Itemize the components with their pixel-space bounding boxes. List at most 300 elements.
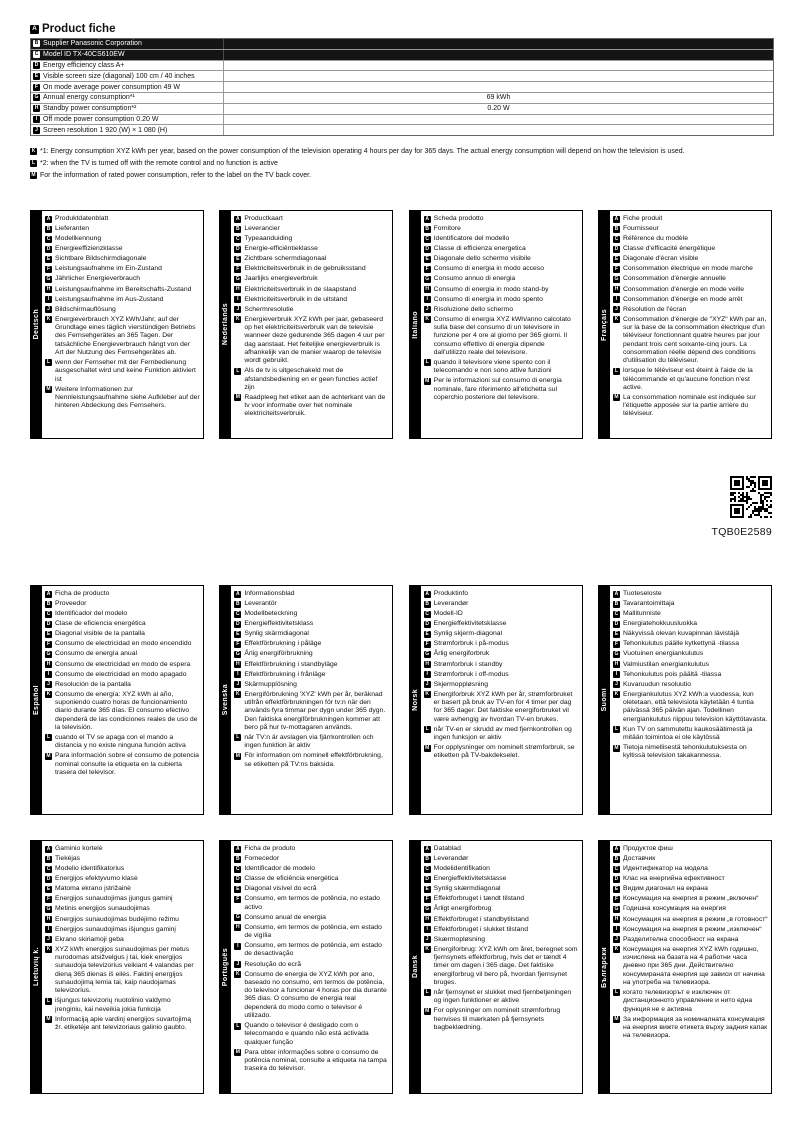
language-item-text: Консумация на енергия в режим „в готовност“	[622, 915, 768, 923]
language-item-text: Energie-efficiëntieklasse	[244, 245, 318, 253]
letter-icon-i: I	[234, 943, 241, 950]
language-item	[613, 1016, 768, 1041]
letter-icon-j: J	[424, 306, 431, 313]
language-item-text: når fjernsynet er slukket med fjernbetjeningen og ingen funktioner er aktive	[433, 988, 572, 1005]
language-label-text: Português	[222, 947, 230, 987]
fiche-row-value: 0.20 W	[223, 104, 773, 114]
letter-icon-k: K	[46, 316, 51, 323]
language-item-text: Consumo, em termos de potência, em estado de desactivação	[244, 942, 382, 958]
language-item-text: Näkyvissä olevan kuvapinnan lävistäjä	[622, 630, 739, 638]
language-item	[45, 855, 200, 863]
language-item-text: Proveedor	[55, 600, 87, 608]
letter-icon-f: F	[425, 265, 429, 272]
language-item	[45, 275, 200, 283]
language-item	[613, 661, 768, 669]
language-item-text: Energijos sunaudojimas įjungus gaminį	[55, 895, 173, 903]
language-label	[31, 841, 42, 1093]
language-item-text: Weitere Informationen zur Nennleistungsaufnahme siehe Aufkleber auf der hinteren Abdeckung des Fernsehers.	[55, 385, 200, 410]
language-item-text: Strømforbruk i off-modus	[433, 670, 509, 678]
language-item	[613, 265, 768, 273]
language-item-text: Energieeffizienzklasse	[55, 245, 123, 253]
language-item	[613, 936, 768, 944]
letter-icon-h: H	[46, 916, 51, 923]
language-item-text: Ficha de producto	[55, 590, 110, 597]
letter-icon-j: J	[45, 681, 52, 688]
language-item-text: Diagonal visível do ecrã	[244, 885, 317, 893]
letter-icon-c: C	[46, 235, 51, 242]
language-block	[409, 585, 583, 815]
letter-icon-k: K	[31, 148, 36, 154]
footnote	[30, 159, 772, 168]
fiche-row-label	[31, 93, 223, 103]
language-item	[45, 1016, 200, 1033]
language-item	[45, 905, 200, 913]
language-blocks-row-2	[30, 585, 772, 815]
language-item-text: Effektförbrukning i påläge	[244, 640, 322, 648]
language-item-text: Leverancier	[244, 225, 280, 233]
letter-icon-f: F	[425, 640, 429, 647]
letter-icon-e: E	[425, 255, 429, 262]
letter-icon-k: K	[425, 946, 429, 953]
language-item-text: Tavarantoimittaja	[622, 600, 675, 608]
letter-icon-g: G	[46, 275, 51, 282]
language-label-text: Español	[33, 684, 40, 716]
language-item-text: når TV-en er skrudd av med fjernkontrollen og ingen funksjon er aktiv	[433, 725, 572, 741]
language-item	[613, 650, 768, 658]
language-item-text: Elektriciteitsverbruik in de gebruiksstand	[244, 265, 366, 273]
language-item-text: Scheda prodotto	[433, 215, 484, 222]
language-item	[234, 296, 389, 304]
language-item	[234, 942, 389, 959]
language-item-text: La consommation nominale est indiquée sur l'étiquette apposée sur la partie arrière du téléviseur.	[622, 393, 756, 418]
footnote-text: *2: when the TV is turned off with the remote control and no function is active	[40, 159, 278, 167]
letter-icon-a: A	[425, 845, 429, 852]
language-item	[613, 926, 768, 934]
letter-icon-g: G	[34, 94, 39, 101]
language-item-text: Modellbeteckning	[244, 610, 298, 618]
language-item	[613, 744, 768, 761]
letter-icon-b: B	[46, 600, 51, 607]
language-item	[424, 865, 579, 873]
fiche-row-label-text: Off mode power consumption 0.20 W	[43, 115, 159, 123]
language-item	[45, 630, 200, 638]
letter-icon-k: K	[614, 691, 619, 698]
language-item	[45, 734, 200, 751]
language-item-text: Tietoja nimellisestä tehonkulutuksesta on kyltissä television takakannessa.	[622, 744, 747, 760]
letter-icon-m: M	[235, 394, 240, 401]
language-label-text: Nederlands	[222, 303, 230, 346]
language-item-text: Elektriciteitsverbruik in de uitstand	[244, 295, 348, 303]
language-label-text: Български	[600, 946, 608, 988]
letter-icon-d: D	[46, 620, 51, 627]
letter-icon-i: I	[234, 296, 241, 303]
letter-icon-e: E	[46, 630, 51, 637]
letter-icon-h: H	[46, 661, 51, 668]
language-item-text: Energiforbruk XYZ kWh per år, strømforbruket er basert på bruk av TV-en for 4 timer per dag for 365 dager. Det faktiske energiforbruket vil være avhengig av hvordan TV-en brukes.	[433, 690, 573, 723]
language-item	[234, 316, 389, 366]
qr-code	[730, 476, 772, 518]
language-item-text: Consommation électrique en mode marche	[622, 265, 753, 273]
language-item-text: lorsque le téléviseur est éteint à l'aide de la télécommande et qu'aucune fonction n'est active.	[622, 367, 753, 391]
fiche-row-label	[31, 39, 223, 49]
language-item	[424, 316, 579, 357]
letter-icon-l: L	[236, 1022, 240, 1029]
letter-icon-i: I	[234, 671, 241, 678]
language-item	[424, 630, 579, 638]
language-item-text: Elektriciteitsverbruik in de slaapstand	[244, 285, 357, 293]
language-item-text: Jährlicher Energieverbrauch	[55, 275, 141, 283]
fiche-table-row	[31, 125, 773, 135]
language-items	[610, 586, 771, 814]
language-item-text: Clase de eficiencia energética	[55, 620, 146, 628]
language-item-text: Als de tv is uitgeschakeld met de afstandsbediening en er geen functies actief zijn	[244, 367, 378, 391]
language-item-text: Para obter informações sobre o consumo de potência nominal, consulte a etiqueta na tampa traseira do televisor.	[244, 1048, 387, 1073]
language-item	[45, 265, 200, 273]
letter-icon-a: A	[614, 590, 619, 597]
letter-icon-h: H	[46, 286, 51, 293]
fiche-table-row	[31, 104, 773, 115]
language-item	[234, 895, 389, 912]
language-item-text: Modell-ID	[433, 610, 463, 618]
page-title	[30, 23, 115, 35]
language-item	[424, 946, 579, 987]
letter-icon-h: H	[236, 924, 240, 931]
letter-icon-a: A	[30, 25, 39, 34]
letter-icon-c: C	[425, 865, 429, 872]
letter-icon-g: G	[425, 905, 430, 912]
language-item	[424, 691, 579, 724]
language-item	[234, 650, 389, 658]
language-item-text: Energieffektivitetsklass	[244, 620, 314, 628]
language-item	[234, 961, 389, 969]
fiche-row-label	[31, 61, 223, 71]
letter-icon-b: B	[46, 225, 51, 232]
letter-icon-k: K	[425, 691, 429, 698]
language-item-text: Fornitore	[433, 225, 461, 233]
language-item	[424, 726, 579, 743]
fiche-row-value	[223, 39, 773, 49]
language-item-text: Synlig skärmdiagonal	[244, 630, 309, 638]
language-item-text: Modellkennung	[55, 235, 102, 243]
letter-icon-m: M	[425, 744, 430, 751]
language-item-text: Ficha de produto	[244, 845, 296, 852]
language-item	[234, 225, 389, 233]
letter-icon-f: F	[236, 895, 240, 902]
letter-icon-l: L	[614, 989, 619, 996]
language-item	[45, 296, 200, 304]
language-item	[613, 620, 768, 628]
language-item-text: Консумация на енергия XYZ kWh годишно, изчислена на базата на 4 работни часа дневно при 365 дни. Действително консумираната енергия ще зависи от начина на употреба на телевизора.	[622, 945, 765, 986]
language-item	[613, 394, 768, 419]
language-item-text: Bildschirmauflösung	[55, 305, 116, 313]
language-item-text: Modelio identifikatorius	[55, 865, 125, 873]
language-item-text: Metinis energijos sunaudojimas	[55, 905, 150, 913]
letter-icon-a: A	[614, 845, 619, 852]
letter-icon-i: I	[613, 926, 620, 933]
language-item	[234, 875, 389, 883]
letter-icon-l: L	[614, 726, 619, 733]
language-items	[610, 211, 771, 438]
letter-icon-e: E	[236, 255, 240, 262]
fiche-table-row	[31, 61, 773, 72]
language-items	[42, 211, 203, 438]
language-item-text: Leverantör	[244, 600, 277, 608]
fiche-table-row	[31, 39, 773, 50]
letter-icon-a: A	[236, 845, 240, 852]
fiche-row-label-text: Annual energy consumption*¹	[43, 94, 135, 102]
fiche-row-label-text: Supplier Panasonic Corporation	[43, 40, 142, 48]
language-item	[45, 885, 200, 893]
language-item-text: Energijos sunaudojimas išjungus gaminį	[55, 925, 176, 933]
language-item	[45, 235, 200, 243]
language-item-text: Продуктов фиш	[622, 845, 673, 852]
language-item	[613, 895, 768, 903]
language-item-text: Consumo de electricidad en modo apagado	[55, 670, 187, 678]
footnote	[30, 147, 772, 156]
letter-icon-h: H	[425, 661, 429, 668]
footnote-text: *1: Energy consumption XYZ kWh per year, based on the power consumption of the television operating 4 hours per day for 365 days. The actual energy consumption will depend on how the television is used.	[40, 148, 685, 155]
letter-icon-f: F	[425, 895, 429, 902]
language-item-text: Kuvaruudun resoluutio	[622, 680, 691, 688]
language-item	[234, 671, 389, 679]
language-item-text: Leistungsaufnahme im Aus-Zustand	[55, 295, 164, 303]
language-item-text: Classe d'efficacité énergétique	[622, 245, 716, 253]
letter-icon-m: M	[614, 394, 619, 401]
language-item-text: Strømforbruk i standby	[433, 660, 503, 668]
letter-icon-j: J	[424, 936, 431, 943]
letter-icon-l: L	[425, 726, 429, 733]
language-item-text: Lieferanten	[55, 225, 90, 233]
language-item	[45, 936, 200, 944]
language-item-text: Årlig energiförbrukning	[244, 650, 313, 658]
language-item	[45, 245, 200, 253]
language-item-text: Tuoteseloste	[622, 590, 662, 597]
language-label-text: Norsk	[411, 689, 419, 711]
letter-icon-l: L	[46, 734, 51, 741]
language-item	[45, 875, 200, 883]
language-item	[234, 630, 389, 638]
language-item-text: Consommation d'énergie en mode arrêt	[622, 295, 743, 303]
language-item	[45, 359, 200, 384]
letter-icon-m: M	[614, 1016, 619, 1023]
language-item	[234, 924, 389, 941]
language-item-text: Identificador del modelo	[55, 610, 128, 618]
letter-icon-e: E	[46, 885, 51, 892]
language-item	[613, 600, 768, 608]
language-item-text: Consommation d'énergie annuelle	[622, 275, 726, 283]
language-block	[30, 210, 204, 439]
language-item	[613, 275, 768, 283]
language-item	[424, 296, 579, 304]
fiche-row-label-text: On mode average power consumption 49 W	[43, 83, 180, 91]
language-item-text: Energieffektivitetsklasse	[433, 875, 507, 883]
language-item	[613, 691, 768, 724]
fiche-table-row	[31, 115, 773, 126]
letter-icon-a: A	[236, 590, 240, 597]
letter-icon-g: G	[425, 650, 430, 657]
language-item-text: Leverandør	[433, 855, 469, 863]
language-item-text: Leistungsaufnahme im Bereitschafts-Zustand	[55, 285, 192, 293]
language-block	[409, 210, 583, 439]
language-item	[424, 936, 579, 944]
language-item-text: Leverandør	[433, 600, 469, 608]
language-label	[220, 841, 231, 1093]
language-item	[613, 905, 768, 913]
letter-icon-g: G	[614, 650, 619, 657]
language-item	[45, 946, 200, 996]
language-item-text: Typeaanduiding	[244, 235, 293, 243]
language-item-text: Sichtbare Bildschirmdiagonale	[55, 255, 147, 263]
language-item-text: когато телевизорът е изключен от дистанционното управление и нито една функция не е активна	[622, 988, 753, 1013]
language-items	[421, 841, 582, 1093]
letter-icon-g: G	[46, 905, 51, 912]
language-item-text: Consumo, em termos de potência, em estado de vigília	[244, 923, 382, 940]
language-blocks-row-3	[30, 840, 772, 1094]
language-item	[45, 926, 200, 934]
letter-icon-i: I	[45, 671, 52, 678]
language-item	[424, 620, 579, 628]
language-item	[424, 245, 579, 253]
letter-icon-a: A	[46, 215, 51, 222]
letter-icon-f: F	[614, 640, 619, 647]
letter-icon-e: E	[614, 885, 619, 892]
letter-icon-l: L	[46, 997, 51, 1004]
letter-icon-b: B	[614, 855, 619, 862]
language-item	[234, 265, 389, 273]
language-label	[220, 211, 231, 438]
letter-icon-a: A	[425, 590, 429, 597]
language-item-text: Resolução do ecrã	[244, 960, 302, 968]
letter-icon-e: E	[34, 72, 39, 79]
letter-icon-k: K	[614, 316, 619, 323]
language-item-text: Consumo annuo di energia	[433, 275, 516, 283]
letter-icon-f: F	[236, 265, 240, 272]
letter-icon-c: C	[46, 865, 51, 872]
language-label-text: Svenska	[222, 684, 230, 716]
language-item-text: Доставчик	[622, 855, 656, 863]
language-label	[220, 586, 231, 814]
fiche-row-value	[223, 115, 773, 125]
language-item	[424, 916, 579, 924]
letter-icon-h: H	[614, 916, 619, 923]
language-blocks-row-1	[30, 210, 772, 439]
letter-icon-g: G	[425, 275, 430, 282]
language-item-text: Fornecedor	[244, 855, 280, 863]
language-item	[234, 661, 389, 669]
language-label	[599, 586, 610, 814]
language-item	[613, 855, 768, 863]
language-item-text: Classe di efficienza energetica	[433, 245, 526, 253]
language-item	[45, 286, 200, 294]
language-item-text: Консумация на енергия в режим „изключен“	[622, 925, 762, 933]
letter-icon-e: E	[236, 885, 240, 892]
language-item-text: Consumo, em termos de potência, no estado activo	[244, 895, 380, 911]
letter-icon-i: I	[424, 296, 431, 303]
letter-icon-i: I	[45, 296, 52, 303]
letter-icon-h: H	[236, 661, 240, 668]
language-item-text: Matoma ekrano įstrižainė	[55, 885, 131, 893]
language-item-text: Diagonale d'écran visible	[622, 255, 699, 263]
language-item-text: Energiankulutus XYZ kWh:a vuodessa, kun oletetaan, että televisiota käytetään 4 tuntia päivässä 365 päivän ajan. Todellinen energiankulutus riippuu television käyttötavasta.	[622, 690, 768, 723]
letter-icon-l: L	[236, 367, 240, 374]
language-item	[234, 306, 389, 314]
letter-icon-d: D	[425, 620, 429, 627]
letter-icon-j: J	[613, 306, 620, 313]
language-block	[409, 840, 583, 1094]
letter-icon-h: H	[236, 286, 240, 293]
language-item	[613, 865, 768, 873]
language-item	[613, 286, 768, 294]
language-label-text: Suomi	[600, 688, 608, 712]
language-item-text: cuando el TV se apaga con el mando a distancia y no existe ninguna función activa	[55, 733, 186, 750]
language-item	[613, 367, 768, 392]
fiche-row-label	[31, 104, 223, 114]
language-block	[30, 585, 204, 815]
letter-icon-f: F	[34, 83, 39, 90]
language-item-text: Kun TV on sammutettu kaukosäätimestä ja mitään toimintoa ei ole käytössä	[622, 725, 753, 741]
language-item	[234, 367, 389, 392]
language-item	[234, 691, 389, 732]
language-item	[234, 865, 389, 873]
language-item-text: Ekrano skiriamoji geba	[55, 935, 124, 943]
language-label	[31, 211, 42, 438]
language-item-text: Classe de eficiência energética	[244, 875, 339, 883]
language-items	[421, 586, 582, 814]
language-item	[424, 235, 579, 243]
letter-icon-c: C	[425, 235, 429, 242]
language-item	[234, 255, 389, 263]
language-item	[424, 989, 579, 1006]
language-item-text: Quando o televisor é desligado com o telecomando e quando não está activada qualquer função	[244, 1022, 369, 1046]
language-item-text: Årlig energiforbruk	[433, 650, 490, 658]
language-item	[424, 255, 579, 263]
language-item-text: Valmiustilan energiankulutus	[622, 660, 710, 668]
letter-icon-c: C	[236, 235, 240, 242]
language-item	[234, 914, 389, 922]
letter-icon-l: L	[31, 159, 36, 166]
fiche-row-value	[223, 61, 773, 71]
language-item-text: Energieverbruik XYZ kWh per jaar, gebaseerd op het elektriciteitsverbruik van de televisie wanneer deze gedurende 365 dagen 4 uur per dag aanstaat. Het feitelijke energieverbruik is afhankelijk van de manier waarop de televisie wordt gebruikt.	[244, 315, 385, 365]
letter-icon-k: K	[425, 316, 429, 323]
letter-icon-i: I	[45, 926, 52, 933]
language-item-text: Consommation d'énergie de "XYZ" kWh par an, sur la base de la consommation électrique d'un téléviseur fonctionnant quatre heures par jour pendant trois cent soixante-cinq jours. La consommation réelle dépend des conditions d'utilisation du téléviseur.	[622, 315, 767, 365]
footnotes	[30, 147, 772, 183]
language-item-text: Energiforbrug: XYZ kWh om året, beregnet som fjernsynets effektforbrug, hvis det er tændt 4 timer om dagen i 365 dage. Det faktiske energiforbrug vil bero på, hvordan fjernsynet bruges.	[433, 945, 578, 986]
language-item-text: Synlig skærmdiagonal	[433, 885, 501, 893]
letter-icon-d: D	[614, 875, 619, 882]
language-item-text: Energijos sunaudojimas budėjimo režimu	[55, 915, 179, 923]
letter-icon-k: K	[236, 971, 240, 978]
language-item	[424, 1007, 579, 1032]
language-item-text: Energiförbrukning 'XYZ' kWh per år, beräknad utifrån effektförbrukningen för tv:n när den används fyra timmar per dygn under 365 dygn. Den faktiska energiförbrukningen kommer att bero på hur tv-mottagaren används.	[244, 690, 386, 731]
language-item	[424, 377, 579, 402]
language-item	[45, 640, 200, 648]
footnote-text: For the information of rated power consumption, refer to the label on the TV back cover.	[40, 171, 312, 179]
language-item	[45, 600, 200, 608]
language-item-text: Risoluzione dello schermo	[433, 305, 513, 313]
fiche-row-label-text: Energy efficiency class A+	[43, 61, 125, 69]
letter-icon-g: G	[614, 905, 619, 912]
letter-icon-f: F	[614, 265, 619, 272]
language-item-text: Per le informazioni sul consumo di energia nominale, fare riferimento all'etichetta sul coperchio posteriore del televisore.	[433, 377, 562, 401]
language-item	[45, 865, 200, 873]
language-item-text: Fiche produit	[622, 215, 663, 222]
language-item	[424, 855, 579, 863]
language-item	[424, 650, 579, 658]
language-item-text: Identificador de modelo	[244, 865, 315, 873]
language-item	[45, 255, 200, 263]
letter-icon-j: J	[234, 681, 241, 688]
